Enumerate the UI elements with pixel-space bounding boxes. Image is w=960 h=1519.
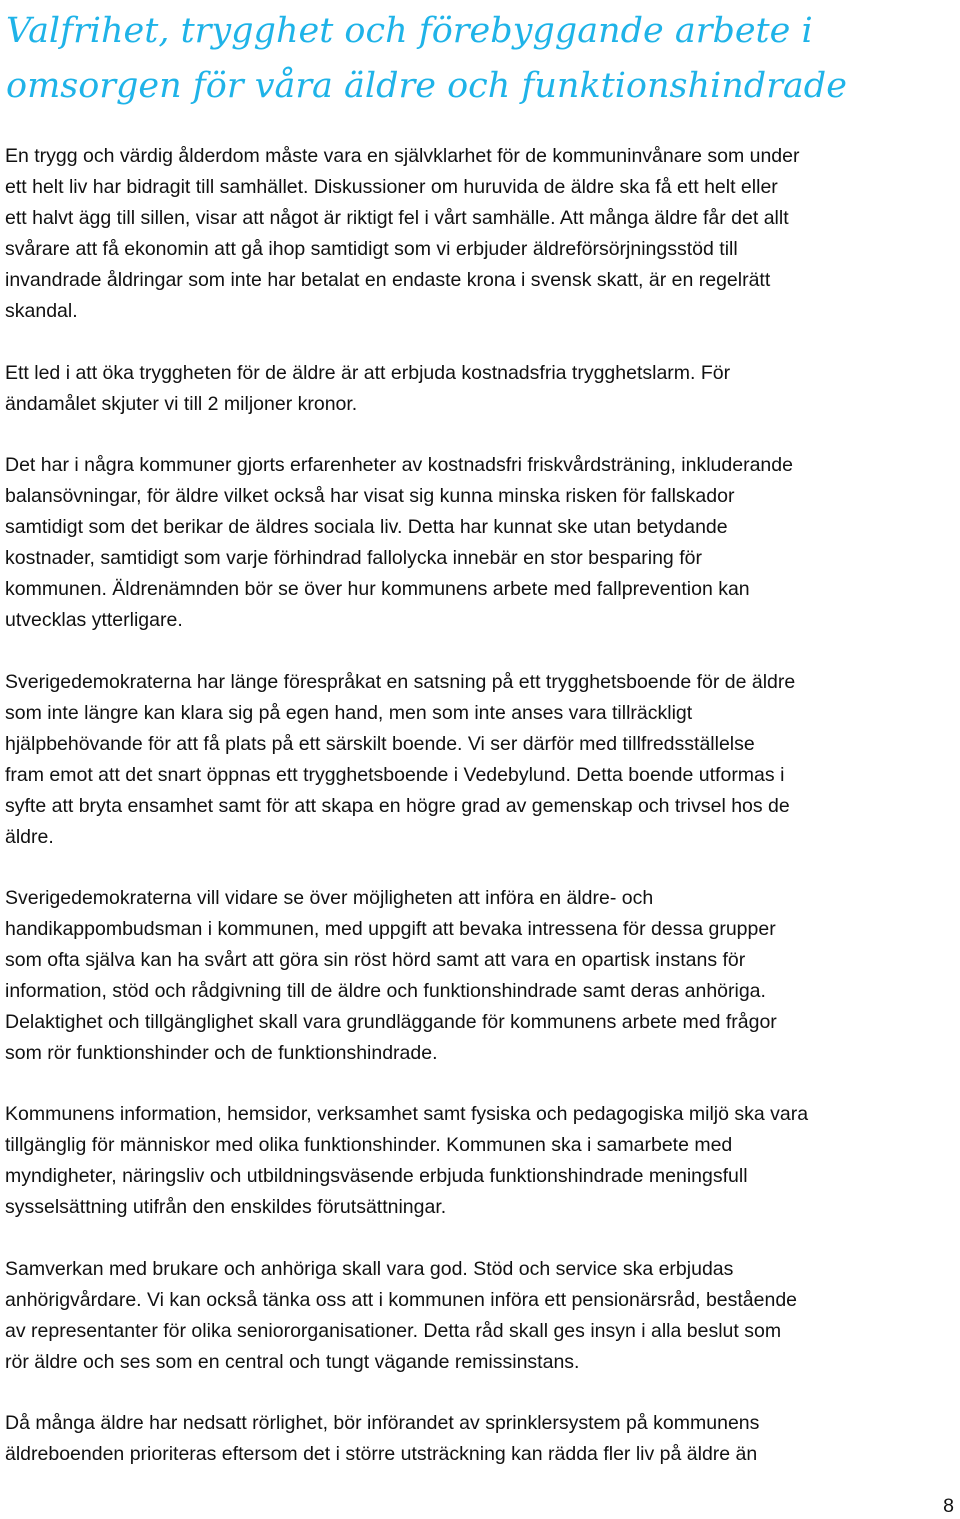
text-line: Sverigedemokraterna har länge förespråkat en satsning på ett trygghetsboende för de äldre [5, 671, 796, 693]
text-line: kostnader, samtidigt som varje förhindrad fallolycka innebär en stor besparing för [5, 547, 702, 569]
text-line: syfte att bryta ensamhet samt för att skapa en högre grad av gemenskap och trivsel hos de [5, 795, 790, 817]
text-line: En trygg och värdig ålderdom måste vara en självklarhet för de kommuninvånare som under [5, 145, 800, 167]
text-line: information, stöd och rådgivning till de äldre och funktionshindrade samt deras anhöriga. [5, 980, 766, 1002]
text-line: Samverkan med brukare och anhöriga skall vara god. Stöd och service ska erbjudas [5, 1258, 734, 1280]
text-line: rör äldre och ses som en central och tungt vägande remissinstans. [5, 1351, 580, 1373]
text-line: handikappombudsman i kommunen, med uppgift att bevaka intressena för dessa grupper [5, 918, 776, 940]
text-line: tillgänglig för människor med olika funktionshinder. Kommunen ska i samarbete med [5, 1134, 733, 1156]
document-title [6, 4, 956, 114]
text-line: äldre. [5, 826, 54, 848]
text-line: Delaktighet och tillgänglighet skall vara grundläggande för kommunens arbete med frågor [5, 1011, 777, 1033]
text-line: hjälpbehövande för att få plats på ett särskilt boende. Vi ser därför med tillfredsställelse [5, 733, 755, 755]
text-line: Ett led i att öka tryggheten för de äldre är att erbjuda kostnadsfria trygghetslarm. För [5, 362, 731, 384]
paragraph-accessibility [5, 1099, 955, 1223]
text-line: ett helt liv har bidragit till samhället. Diskussioner om huruvida de äldre ska få ett helt eller [5, 176, 778, 198]
text-line: som ofta själva kan ha svårt att göra sin röst hörd samt att vara en opartisk instans för [5, 949, 746, 971]
text-line: Sverigedemokraterna vill vidare se över möjligheten att införa en äldre- och [5, 887, 654, 909]
text-line: skandal. [5, 300, 78, 322]
paragraph-cooperation [5, 1254, 955, 1378]
text-line: kommunen. Äldrenämnden bör se över hur kommunens arbete med fallprevention kan [5, 578, 750, 600]
text-line: anhörigvårdare. Vi kan också tänka oss att i kommunen införa ett pensionärsråd, bestående [5, 1289, 798, 1311]
text-line: ändamålet skjuter vi till 2 miljoner kronor. [5, 393, 358, 415]
text-line: som rör funktionshinder och de funktionshindrade. [5, 1042, 438, 1064]
text-line: ett halvt ägg till sillen, visar att något är riktigt fel i vårt samhälle. Att många äldre får det allt [5, 207, 789, 229]
text-line: äldreboenden prioriteras eftersom det i större utsträckning kan rädda fler liv på äldre än [5, 1443, 758, 1465]
paragraph-safety-alarms [5, 358, 955, 420]
paragraph-fall-prevention [5, 450, 955, 636]
title-line: omsorgen för våra äldre och funktionshindrade [6, 66, 847, 106]
paragraph-safe-housing [5, 667, 955, 853]
text-line: som inte längre kan klara sig på egen hand, men som inte anses vara tillräckligt [5, 702, 693, 724]
text-line: Det har i några kommuner gjorts erfarenheter av kostnadsfri friskvårdsträning, inkluderande [5, 454, 793, 476]
title-line: Valfrihet, trygghet och förebyggande arbete i [6, 11, 813, 51]
text-line: balansövningar, för äldre vilket också har visat sig kunna minska risken för fallskador [5, 485, 735, 507]
text-line: samtidigt som det berikar de äldres sociala liv. Detta har kunnat ske utan betydande [5, 516, 728, 538]
text-line: av representanter för olika seniororganisationer. Detta råd skall ges insyn i alla beslut som [5, 1320, 782, 1342]
text-line: Kommunens information, hemsidor, verksamhet samt fysiska och pedagogiska miljö ska vara [5, 1103, 809, 1125]
text-line: svårare att få ekonomin att gå ihop samtidigt som vi erbjuder äldreförsörjningsstöd till [5, 238, 738, 260]
paragraph-sprinklers [5, 1408, 955, 1470]
paragraph-ombudsman [5, 883, 955, 1069]
text-line: myndigheter, näringsliv och utbildningsväsende erbjuda funktionshindrade meningsfull [5, 1165, 748, 1187]
text-line: Då många äldre har nedsatt rörlighet, bör införandet av sprinklersystem på kommunens [5, 1412, 760, 1434]
page-number: 8 [943, 1495, 954, 1517]
text-line: sysselsättning utifrån den enskildes förutsättningar. [5, 1196, 447, 1218]
text-line: fram emot att det snart öppnas ett trygghetsboende i Vedebylund. Detta boende utformas i [5, 764, 785, 786]
text-line: utvecklas ytterligare. [5, 609, 183, 631]
text-line: invandrade åldringar som inte har betalat en endaste krona i svensk skatt, är en regelrätt [5, 269, 771, 291]
paragraph-elderly-dignity [5, 141, 955, 327]
